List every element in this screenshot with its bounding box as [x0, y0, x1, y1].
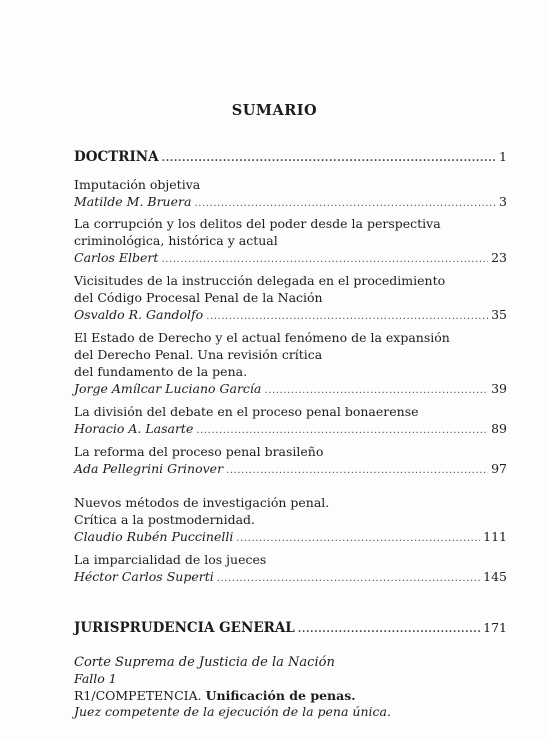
section-doctrina — [74, 148, 507, 167]
page-number: 171 — [483, 620, 507, 635]
leader-dots — [226, 462, 488, 479]
toc-line — [74, 148, 507, 167]
entry-author: Héctor Carlos Superti — [74, 569, 214, 584]
entry-title-line: Vicisitudes de la instrucción delegada en el procedimiento — [74, 273, 446, 288]
entry-author: Osvaldo R. Gandolfo — [74, 307, 204, 322]
judge-note: Juez competente de la ejecución de la pena única. — [74, 704, 391, 719]
toc-line — [74, 460, 507, 479]
page-number: 1 — [499, 149, 507, 164]
competence-line — [74, 687, 507, 704]
entry-title-line: La imparcialidad de los jueces — [74, 552, 267, 567]
leader-dots — [206, 308, 488, 325]
section-label: JURISPRUDENCIA GENERAL — [74, 620, 295, 636]
leader-dots — [217, 570, 480, 587]
entry-title-line: del Código Procesal Penal de la Nación — [74, 290, 323, 305]
fallo-number: Fallo 1 — [74, 671, 117, 686]
entry-title-line: del fundamento de la pena. — [74, 364, 248, 379]
section-jurisprudencia — [74, 619, 507, 638]
entry-author: Horacio A. Lasarte — [74, 421, 194, 436]
entry-title-line: criminológica, histórica y actual — [74, 233, 278, 248]
leader-dots — [298, 621, 480, 638]
toc-line — [74, 420, 507, 439]
toc-entry — [74, 551, 507, 587]
toc-entry — [74, 403, 507, 439]
entry-author: Jorge Amílcar Luciano García — [74, 381, 262, 396]
toc-line — [74, 193, 507, 212]
toc-line — [74, 306, 507, 325]
entry-title-line: La reforma del proceso penal brasileño — [74, 444, 324, 459]
entry-title-line: del Derecho Penal. Una revisión crítica — [74, 347, 323, 362]
toc-line — [74, 249, 507, 268]
toc-entry — [74, 215, 507, 268]
toc-entry — [74, 272, 507, 325]
page-number: 39 — [491, 381, 507, 396]
toc-entry — [74, 443, 507, 479]
jurisprudence-block — [74, 654, 507, 720]
entry-author: Claudio Rubén Puccinelli — [74, 529, 234, 544]
toc-line — [74, 619, 507, 638]
competence-topic: Unificación de penas. — [205, 688, 356, 703]
page-number: 97 — [491, 461, 507, 476]
entry-title-line: Nuevos métodos de investigación penal. — [74, 495, 330, 510]
toc-entry — [74, 176, 507, 212]
toc-entry — [74, 329, 507, 399]
page-number: 35 — [491, 307, 507, 322]
entry-author: Carlos Elbert — [74, 250, 159, 265]
entry-title-line: Crítica a la postmodernidad. — [74, 512, 256, 527]
entry-title-line: La corrupción y los delitos del poder desde la perspectiva — [74, 216, 441, 231]
page-number: 145 — [483, 569, 507, 584]
page-number: 111 — [483, 529, 507, 544]
toc-line — [74, 568, 507, 587]
leader-dots — [236, 530, 480, 547]
page-number: 89 — [491, 421, 507, 436]
section-label: DOCTRINA — [74, 149, 159, 165]
toc-line — [74, 528, 507, 547]
leader-dots — [194, 195, 496, 212]
page-number: 3 — [499, 194, 507, 209]
leader-dots — [264, 382, 488, 399]
leader-dots — [161, 251, 488, 268]
entry-title-line: La división del debate en el proceso penal bonaerense — [74, 404, 419, 419]
leader-dots — [196, 422, 488, 439]
entry-author: Ada Pellegrini Grinover — [74, 461, 224, 476]
leader-dots — [162, 150, 496, 167]
page-number: 23 — [491, 250, 507, 265]
entry-author: Matilde M. Bruera — [74, 194, 192, 209]
entry-title-line: El Estado de Derecho y el actual fenómeno de la expansión — [74, 330, 450, 345]
competence-code: R1/COMPETENCIA. — [74, 688, 202, 703]
entry-title-line: Imputación objetiva — [74, 177, 201, 192]
toc-line — [74, 380, 507, 399]
toc-entry — [74, 494, 507, 547]
page-title: SUMARIO — [231, 102, 318, 119]
court-name: Corte Suprema de Justicia de la Nación — [74, 655, 335, 670]
